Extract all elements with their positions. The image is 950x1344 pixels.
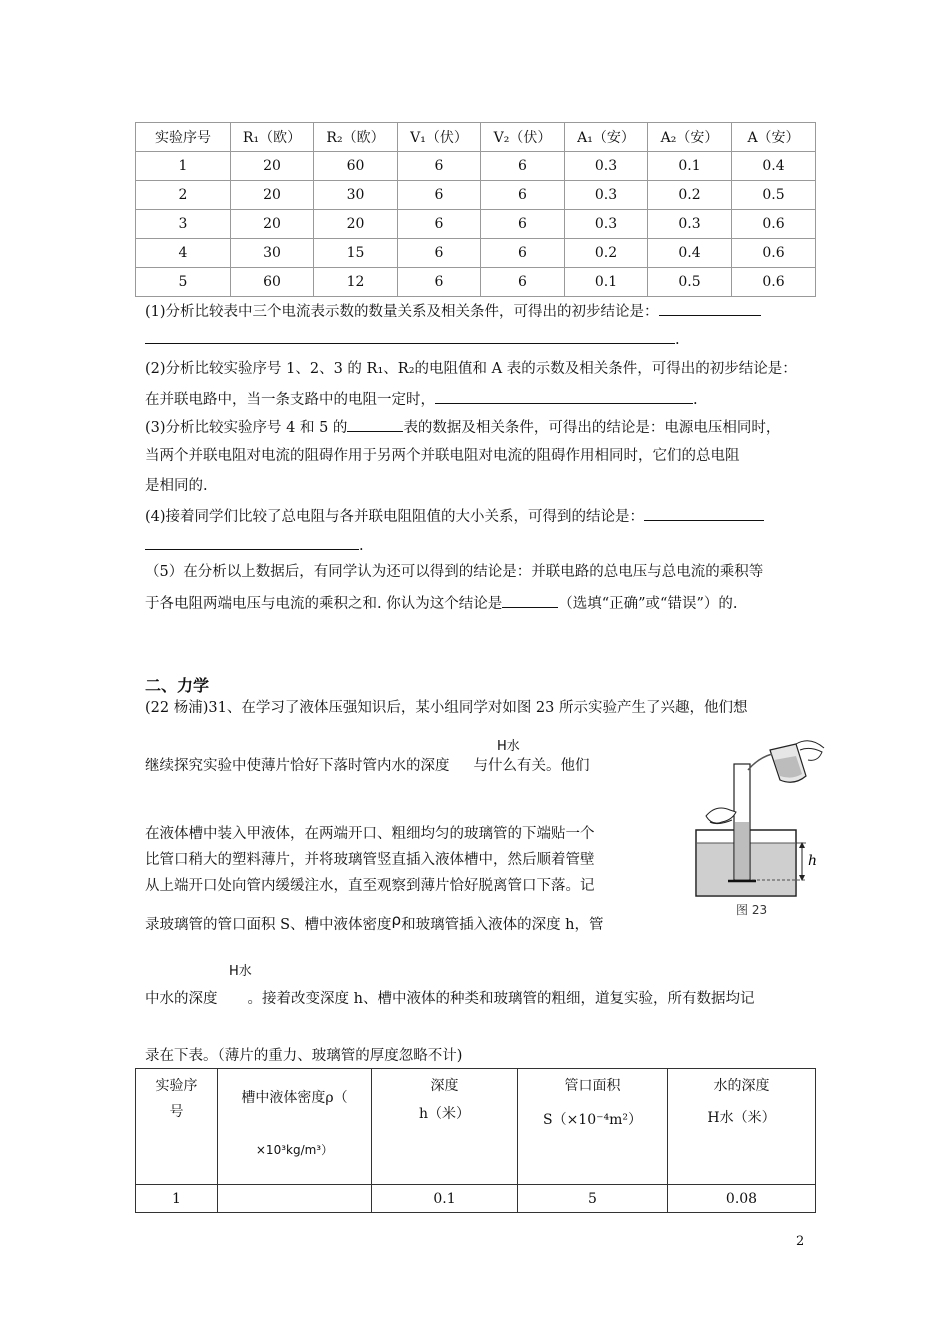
table-cell: 6 — [481, 152, 565, 181]
table-header-cell: 水的深度 H水（米） — [668, 1069, 816, 1185]
table-cell: 0.2 — [565, 239, 648, 268]
table-cell: 0.6 — [732, 239, 816, 268]
table-cell: 4 — [136, 239, 231, 268]
table-header-cell: 槽中液体密度ρ（ ×10³kg/m³） — [218, 1069, 372, 1185]
question-3-line-3: 是相同的. — [145, 478, 208, 494]
table-cell: 0.5 — [732, 181, 816, 210]
table-row — [136, 268, 816, 297]
circuit-data-table — [135, 122, 816, 297]
table-row — [136, 181, 816, 210]
table-cell: 0.2 — [648, 181, 732, 210]
problem-paragraph: 从上端开口处向管内缓缓注水，直至观察到薄片恰好脱离管口下落。记 — [145, 878, 595, 894]
table-header-cell: 管口面积 S（×10⁻⁴m²） — [518, 1069, 668, 1185]
question-2: (2)分析比较实验序号 1、2、3 的 R₁、R₂的电阻值和 A 表的示数及相关条件，可得出的初步结论是： — [145, 361, 797, 377]
table-cell: 1 — [136, 152, 231, 181]
table-row — [136, 210, 816, 239]
table-cell: 20 — [231, 210, 314, 239]
question-1: (1)分析比较表中三个电流表示数的数量关系及相关条件，可得出的初步结论是： — [145, 300, 817, 322]
table-cell: 0.4 — [732, 152, 816, 181]
table-header-cell: A₁（安） — [565, 123, 648, 152]
table-cell: 6 — [398, 152, 481, 181]
table-cell: 30 — [314, 181, 398, 210]
table-cell: 20 — [231, 152, 314, 181]
table-cell: 0.3 — [565, 152, 648, 181]
table-cell: 0.1 — [372, 1185, 518, 1213]
section-title: 二、力学 — [145, 676, 210, 695]
table-cell: 30 — [231, 239, 314, 268]
answer-blank[interactable] — [435, 388, 693, 404]
h-water-symbol: H水 — [497, 739, 520, 754]
table-cell: 5 — [518, 1185, 668, 1213]
table-row — [136, 1185, 816, 1213]
table-cell: 5 — [136, 268, 231, 297]
table-header-cell: 实验序 号 — [136, 1069, 218, 1185]
table-cell: 60 — [314, 152, 398, 181]
table-cell: 2 — [136, 181, 231, 210]
table-header-cell: 深度 h（米） — [372, 1069, 518, 1185]
table-header-cell: V₁（伏） — [398, 123, 481, 152]
question-2-line-2: 在并联电路中，当一条支路中的电阻一定时， . — [145, 388, 817, 410]
answer-blank[interactable] — [659, 300, 761, 316]
table-cell: 6 — [398, 181, 481, 210]
table-row — [136, 239, 816, 268]
problem-paragraph: 中水的深度 。接着改变深度 h、槽中液体的种类和玻璃管的粗细，道复实验，所有数据均记 — [145, 991, 755, 1007]
table-header-cell: V₂（伏） — [481, 123, 565, 152]
question-5-line-2: 于各电阻两端电压与电流的乘积之和. 你认为这个结论是 （选填“正确”或“错误”）的. — [145, 592, 817, 614]
table-header-row — [136, 1069, 816, 1185]
table-cell: 0.4 — [648, 239, 732, 268]
question-3: (3)分析比较实验序号 4 和 5 的 表的数据及相关条件，可得出的结论是：电源电压相同时， — [145, 416, 817, 438]
table-cell: 3 — [136, 210, 231, 239]
problem-paragraph: 比管口稍大的塑料薄片，并将玻璃管竖直插入液体槽中，然后顺着管壁 — [145, 852, 595, 868]
table-cell: 6 — [481, 239, 565, 268]
table-cell: 6 — [398, 268, 481, 297]
table-cell: 60 — [231, 268, 314, 297]
table-cell: 6 — [481, 181, 565, 210]
answer-blank[interactable] — [145, 534, 359, 550]
table-cell: 0.3 — [565, 210, 648, 239]
answer-blank[interactable] — [644, 505, 764, 521]
problem-paragraph: 继续探究实验中使薄片恰好下落时管内水的深度 与什么有关。他们 — [145, 758, 590, 774]
problem-paragraph: 在液体槽中装入甲液体，在两端开口、粗细均匀的玻璃管的下端贴一个 — [145, 826, 595, 842]
figure-caption: 图 23 — [736, 903, 768, 917]
table-cell: 0.08 — [668, 1185, 816, 1213]
table-header-cell: 实验序号 — [136, 123, 231, 152]
table-cell: 0.6 — [732, 268, 816, 297]
table-row — [136, 152, 816, 181]
table-cell — [218, 1185, 372, 1213]
table-header-cell: A₂（安） — [648, 123, 732, 152]
table-cell: 0.6 — [732, 210, 816, 239]
table-cell: 0.3 — [565, 181, 648, 210]
question-1-line-2: . — [145, 328, 817, 350]
table-header-cell: R₂（欧） — [314, 123, 398, 152]
table-cell: 0.5 — [648, 268, 732, 297]
table-cell: 6 — [398, 210, 481, 239]
problem-paragraph: 录在下表。（薄片的重力、玻璃管的厚度忽略不计) — [145, 1048, 463, 1064]
table-cell: 6 — [481, 210, 565, 239]
problem-paragraph: 录玻璃管的管口面积 S、槽中液体密度ρ和玻璃管插入液体的深度 h，管 — [145, 911, 604, 933]
table-header-row — [136, 123, 816, 152]
question-4: (4)接着同学们比较了总电阻与各并联电阻阻值的大小关系，可得到的结论是： — [145, 505, 817, 527]
pressure-data-table — [135, 1068, 816, 1213]
table-cell: 0.1 — [648, 152, 732, 181]
table-cell: 0.3 — [648, 210, 732, 239]
h-water-symbol: H水 — [229, 964, 252, 979]
question-5: （5）在分析以上数据后，有同学认为还可以得到的结论是：并联电路的总电压与总电流的乘积等 — [145, 564, 764, 580]
table-header-cell: R₁（欧） — [231, 123, 314, 152]
question-4-line-2: . — [145, 534, 817, 556]
table-cell: 6 — [481, 268, 565, 297]
answer-blank[interactable] — [347, 416, 403, 432]
table-cell: 0.1 — [565, 268, 648, 297]
answer-blank[interactable] — [502, 592, 558, 608]
table-cell: 1 — [136, 1185, 218, 1213]
table-header-cell: A（安） — [732, 123, 816, 152]
table-cell: 20 — [231, 181, 314, 210]
table-cell: 15 — [314, 239, 398, 268]
figure-h-label: h — [808, 853, 818, 869]
experiment-figure — [688, 738, 828, 924]
page-number: 2 — [796, 1234, 805, 1249]
question-3-line-2: 当两个并联电阻对电流的阻碍作用于另两个并联电阻对电流的阻碍作用相同时，它们的总电阻 — [145, 448, 740, 464]
table-cell: 12 — [314, 268, 398, 297]
table-cell: 6 — [398, 239, 481, 268]
answer-blank[interactable] — [145, 328, 675, 344]
table-cell: 20 — [314, 210, 398, 239]
rho-symbol: ρ — [391, 911, 402, 929]
problem-paragraph: (22 杨浦)31、在学习了液体压强知识后，某小组同学对如图 23 所示实验产生了兴趣，他们想 — [145, 700, 748, 716]
